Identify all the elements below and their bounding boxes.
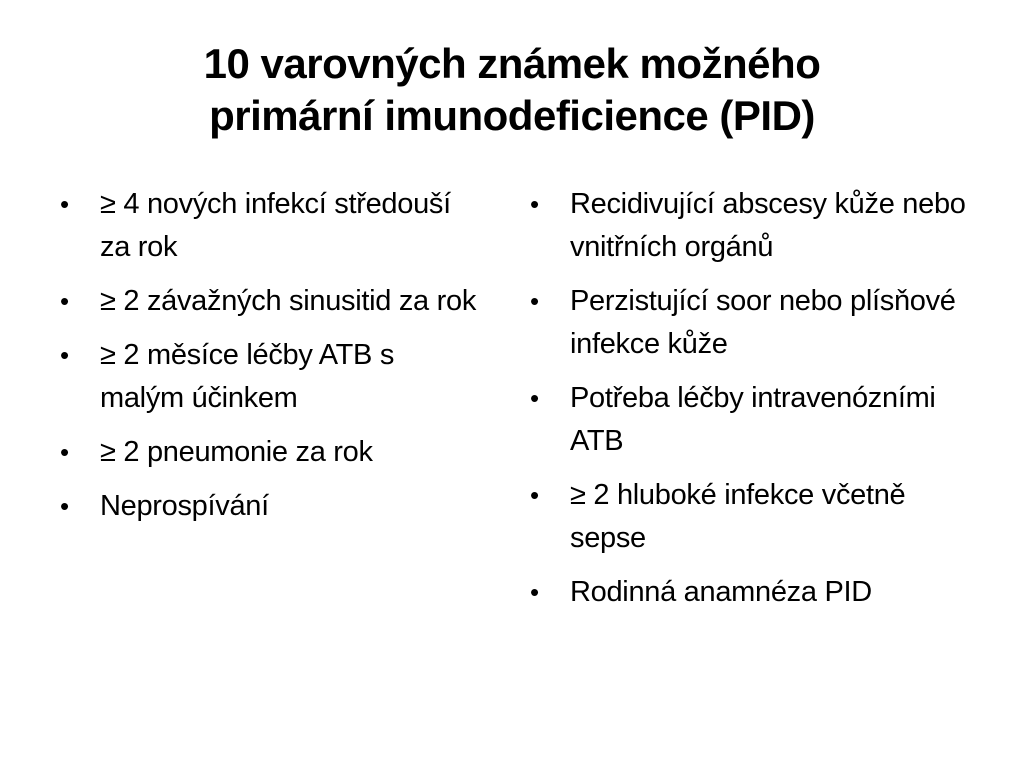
- list-item-text: ≥ 4 nových infekcí středouší za rok: [100, 188, 451, 263]
- right-bullet-list: [530, 183, 970, 625]
- list-item: [530, 571, 970, 614]
- list-item: [530, 474, 970, 560]
- list-item-text: ≥ 2 pneumonie za rok: [100, 436, 373, 468]
- list-item: [530, 280, 970, 366]
- list-item-text: ≥ 2 hluboké infekce včetně sepse: [570, 479, 906, 554]
- bullet-icon: •: [60, 340, 69, 370]
- list-item: [60, 485, 480, 528]
- list-item-text: Neprospívání: [100, 490, 269, 522]
- list-item-text: Recidivující abscesy kůže nebo vnitřních orgánů: [570, 188, 966, 263]
- list-item: [60, 334, 480, 420]
- bullet-icon: •: [530, 480, 539, 510]
- bullet-icon: •: [530, 286, 539, 316]
- list-item: [60, 280, 480, 323]
- list-item-text: ≥ 2 měsíce léčby ATB s malým účinkem: [100, 339, 395, 414]
- bullet-icon: •: [60, 491, 69, 521]
- bullet-icon: •: [530, 383, 539, 413]
- list-item: [60, 431, 480, 474]
- list-item: [60, 183, 480, 269]
- list-item-text: Potřeba léčby intravenózními ATB: [570, 382, 936, 457]
- list-item-text: Rodinná anamnéza PID: [570, 576, 872, 608]
- bullet-icon: •: [60, 437, 69, 467]
- bullet-icon: •: [530, 189, 539, 219]
- slide-title-line-1: 10 varovných známek možného: [203, 40, 821, 87]
- slide-title: [60, 38, 964, 142]
- list-item-text: Perzistující soor nebo plísňové infekce kůže: [570, 285, 956, 360]
- bullet-icon: •: [530, 577, 539, 607]
- bullet-icon: •: [60, 286, 69, 316]
- list-item: [530, 183, 970, 269]
- list-item-text: ≥ 2 závažných sinusitid za rok: [100, 285, 477, 317]
- list-item: [530, 377, 970, 463]
- left-bullet-list: [60, 183, 480, 539]
- slide-title-line-2: primární imunodeficience (PID): [209, 92, 815, 139]
- bullet-icon: •: [60, 189, 69, 219]
